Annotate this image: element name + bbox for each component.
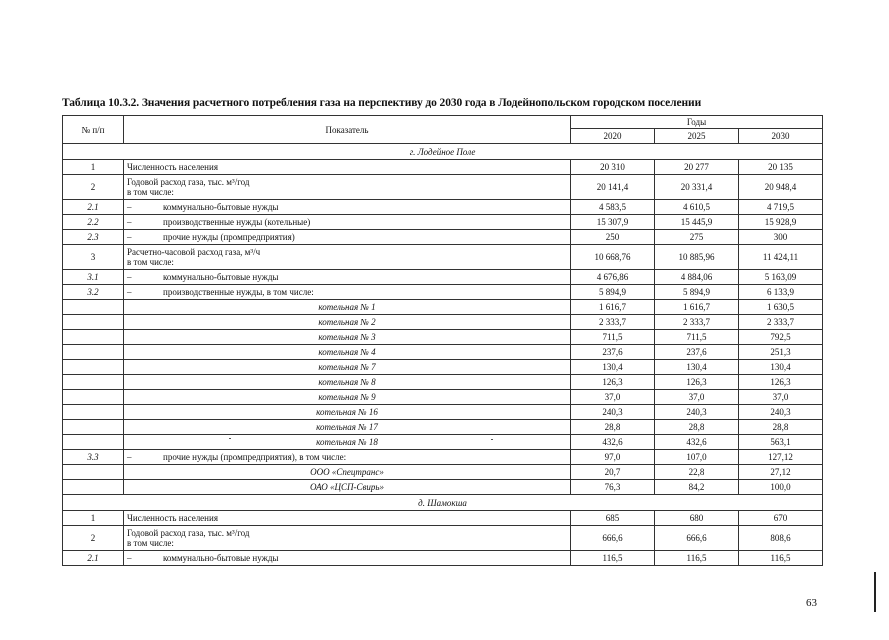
row-number <box>63 375 124 390</box>
row-value-2025: 5 894,9 <box>655 285 739 300</box>
table-row <box>63 375 823 390</box>
row-number <box>63 435 124 450</box>
row-label <box>124 175 571 200</box>
row-sublabel: котельная № 18 <box>124 435 571 450</box>
row-sublabel: котельная № 17 <box>124 420 571 435</box>
row-value-2020: 432,6 <box>571 435 655 450</box>
row-value-2030: 100,0 <box>739 480 823 495</box>
row-value-2025: 130,4 <box>655 360 739 375</box>
row-sublabel: ОАО «ЦСП-Свирь» <box>124 480 571 495</box>
row-number: 2.2 <box>63 215 124 230</box>
row-value-2025: 2 333,7 <box>655 315 739 330</box>
row-value-2020: 20,7 <box>571 465 655 480</box>
row-value-2030: 6 133,9 <box>739 285 823 300</box>
row-label-text: производственные нужды, в том числе: <box>163 287 314 297</box>
row-sublabel: котельная № 8 <box>124 375 571 390</box>
row-value-2020: 37,0 <box>571 390 655 405</box>
row-value-2020: 2 333,7 <box>571 315 655 330</box>
row-value-2025: 10 885,96 <box>655 245 739 270</box>
row-value-2020: 28,8 <box>571 420 655 435</box>
row-sublabel: котельная № 9 <box>124 390 571 405</box>
table-row <box>63 551 823 566</box>
row-value-2020: 97,0 <box>571 450 655 465</box>
row-value-2025: 680 <box>655 511 739 526</box>
section-row <box>63 495 823 511</box>
section-title: д. Шамокша <box>63 495 823 511</box>
row-value-2020: 15 307,9 <box>571 215 655 230</box>
header-indicator: Показатель <box>124 116 571 144</box>
table-row <box>63 390 823 405</box>
row-value-2020: 250 <box>571 230 655 245</box>
row-value-2020: 711,5 <box>571 330 655 345</box>
row-value-2020: 76,3 <box>571 480 655 495</box>
row-value-2030: 130,4 <box>739 360 823 375</box>
table-row <box>63 480 823 495</box>
row-value-2020: 116,5 <box>571 551 655 566</box>
row-label-text: Численность населения <box>127 513 218 523</box>
row-sublabel: котельная № 3 <box>124 330 571 345</box>
row-value-2025: 20 277 <box>655 160 739 175</box>
row-value-2025: 28,8 <box>655 420 739 435</box>
row-value-2025: 126,3 <box>655 375 739 390</box>
dash-mark: – <box>127 272 132 282</box>
table-row <box>63 330 823 345</box>
row-number: 2 <box>63 175 124 200</box>
row-label <box>124 200 571 215</box>
table-row <box>63 435 823 450</box>
row-number <box>63 480 124 495</box>
row-sublabel: котельная № 1 <box>124 300 571 315</box>
row-value-2020: 1 616,7 <box>571 300 655 315</box>
row-value-2030: 15 928,9 <box>739 215 823 230</box>
row-value-2030: 2 333,7 <box>739 315 823 330</box>
row-value-2025: 1 616,7 <box>655 300 739 315</box>
row-value-2020: 130,4 <box>571 360 655 375</box>
row-sublabel: ООО «Спецтранс» <box>124 465 571 480</box>
row-value-2020: 10 668,76 <box>571 245 655 270</box>
table-row <box>63 175 823 200</box>
gas-consumption-table <box>62 115 823 566</box>
row-value-2030: 4 719,5 <box>739 200 823 215</box>
row-value-2030: 20 135 <box>739 160 823 175</box>
scan-edge-mark <box>874 572 876 612</box>
scan-speck <box>491 439 493 440</box>
row-label-text: Годовой расход газа, тыс. м³/год <box>127 177 250 187</box>
row-number <box>63 420 124 435</box>
row-value-2030: 251,3 <box>739 345 823 360</box>
table-row <box>63 230 823 245</box>
row-number <box>63 345 124 360</box>
row-number: 2.1 <box>63 200 124 215</box>
row-label <box>124 285 571 300</box>
row-value-2025: 4 610,5 <box>655 200 739 215</box>
row-value-2025: 84,2 <box>655 480 739 495</box>
table-row <box>63 360 823 375</box>
row-value-2025: 107,0 <box>655 450 739 465</box>
dash-mark: – <box>127 232 132 242</box>
row-value-2025: 37,0 <box>655 390 739 405</box>
table-row <box>63 450 823 465</box>
row-value-2030: 37,0 <box>739 390 823 405</box>
table-caption: Таблица 10.3.2. Значения расчетного потребления газа на перспективу до 2030 года в Лодейнопольском городском поселении <box>62 97 702 109</box>
row-label <box>124 245 571 270</box>
row-number <box>63 465 124 480</box>
row-number: 3.1 <box>63 270 124 285</box>
row-label <box>124 526 571 551</box>
row-label-text: Численность населения <box>127 162 218 172</box>
row-value-2025: 15 445,9 <box>655 215 739 230</box>
row-number <box>63 405 124 420</box>
header-year-2030: 2030 <box>739 129 823 144</box>
dash-mark: – <box>127 287 132 297</box>
row-number: 2.3 <box>63 230 124 245</box>
row-number <box>63 315 124 330</box>
dash-mark: – <box>127 202 132 212</box>
row-label-text: Расчетно-часовой расход газа, м³/ч <box>127 247 261 257</box>
row-label <box>124 160 571 175</box>
row-number: 2 <box>63 526 124 551</box>
row-label <box>124 511 571 526</box>
header-year-2025: 2025 <box>655 129 739 144</box>
header-year-2020: 2020 <box>571 129 655 144</box>
row-value-2025: 666,6 <box>655 526 739 551</box>
row-label <box>124 551 571 566</box>
row-number: 1 <box>63 511 124 526</box>
table-row <box>63 160 823 175</box>
table-body <box>63 144 823 566</box>
table-row <box>63 315 823 330</box>
row-sublabel: котельная № 4 <box>124 345 571 360</box>
row-sublabel: котельная № 16 <box>124 405 571 420</box>
row-value-2030: 808,6 <box>739 526 823 551</box>
row-value-2020: 4 676,86 <box>571 270 655 285</box>
section-title: г. Лодейное Поле <box>63 144 823 160</box>
row-label-text: коммунально-бытовые нужды <box>163 553 279 563</box>
row-value-2030: 28,8 <box>739 420 823 435</box>
row-label-text: прочие нужды (промпредприятия) <box>163 232 295 242</box>
row-value-2030: 20 948,4 <box>739 175 823 200</box>
row-value-2020: 126,3 <box>571 375 655 390</box>
row-label-text: коммунально-бытовые нужды <box>163 272 279 282</box>
row-value-2030: 300 <box>739 230 823 245</box>
row-value-2025: 20 331,4 <box>655 175 739 200</box>
row-label <box>124 450 571 465</box>
table-row <box>63 285 823 300</box>
table-row <box>63 345 823 360</box>
table-row <box>63 526 823 551</box>
row-value-2025: 22,8 <box>655 465 739 480</box>
row-value-2030: 1 630,5 <box>739 300 823 315</box>
row-label-note: в том числе: <box>127 257 174 267</box>
row-value-2020: 20 310 <box>571 160 655 175</box>
row-label <box>124 230 571 245</box>
page-number: 63 <box>806 597 817 609</box>
row-value-2030: 27,12 <box>739 465 823 480</box>
row-label-text: прочие нужды (промпредприятия), в том числе: <box>163 452 347 462</box>
dash-mark: – <box>127 553 132 563</box>
scan-speck <box>229 438 231 439</box>
table-row <box>63 200 823 215</box>
row-value-2020: 237,6 <box>571 345 655 360</box>
row-number: 2.1 <box>63 551 124 566</box>
row-value-2030: 792,5 <box>739 330 823 345</box>
row-value-2025: 237,6 <box>655 345 739 360</box>
row-value-2030: 563,1 <box>739 435 823 450</box>
row-number: 3.2 <box>63 285 124 300</box>
table-row <box>63 300 823 315</box>
row-number <box>63 360 124 375</box>
row-value-2020: 685 <box>571 511 655 526</box>
row-value-2030: 126,3 <box>739 375 823 390</box>
row-label-note: в том числе: <box>127 538 174 548</box>
row-value-2020: 20 141,4 <box>571 175 655 200</box>
row-value-2030: 670 <box>739 511 823 526</box>
section-row <box>63 144 823 160</box>
row-number: 3.3 <box>63 450 124 465</box>
table-row <box>63 420 823 435</box>
row-value-2020: 5 894,9 <box>571 285 655 300</box>
row-value-2030: 11 424,11 <box>739 245 823 270</box>
table-row <box>63 405 823 420</box>
row-value-2020: 4 583,5 <box>571 200 655 215</box>
header-years: Годы <box>571 116 823 129</box>
table-row <box>63 270 823 285</box>
row-value-2025: 432,6 <box>655 435 739 450</box>
row-value-2030: 116,5 <box>739 551 823 566</box>
row-label-text: производственные нужды (котельные) <box>163 217 311 227</box>
row-value-2025: 711,5 <box>655 330 739 345</box>
row-value-2025: 4 884,06 <box>655 270 739 285</box>
table-row <box>63 511 823 526</box>
row-value-2025: 240,3 <box>655 405 739 420</box>
row-value-2020: 666,6 <box>571 526 655 551</box>
row-value-2020: 240,3 <box>571 405 655 420</box>
row-value-2025: 275 <box>655 230 739 245</box>
row-label <box>124 270 571 285</box>
dash-mark: – <box>127 217 132 227</box>
row-number <box>63 330 124 345</box>
header-num: № п/п <box>63 116 124 144</box>
row-number <box>63 300 124 315</box>
row-sublabel: котельная № 7 <box>124 360 571 375</box>
row-number: 1 <box>63 160 124 175</box>
row-label-text: Годовой расход газа, тыс. м³/год <box>127 528 250 538</box>
row-value-2025: 116,5 <box>655 551 739 566</box>
table-row <box>63 245 823 270</box>
row-value-2030: 240,3 <box>739 405 823 420</box>
row-label-note: в том числе: <box>127 187 174 197</box>
table-row <box>63 215 823 230</box>
row-sublabel: котельная № 2 <box>124 315 571 330</box>
row-number: 3 <box>63 245 124 270</box>
row-label-text: коммунально-бытовые нужды <box>163 202 279 212</box>
dash-mark: – <box>127 452 132 462</box>
row-label <box>124 215 571 230</box>
table-row <box>63 465 823 480</box>
row-value-2030: 5 163,09 <box>739 270 823 285</box>
row-value-2030: 127,12 <box>739 450 823 465</box>
row-number <box>63 390 124 405</box>
